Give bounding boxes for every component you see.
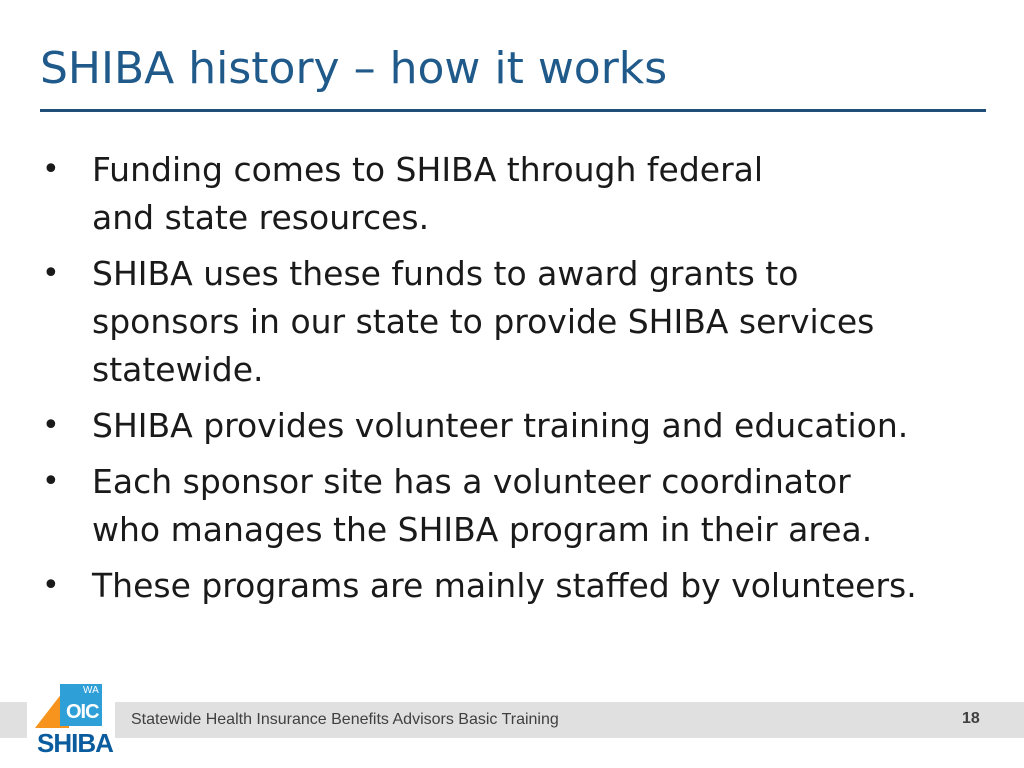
- bullet-dot-icon: •: [42, 568, 60, 603]
- bullet-line: SHIBA uses these funds to award grants to: [92, 254, 799, 293]
- bullet-dot-icon: •: [42, 256, 60, 291]
- slide-title: SHIBA history – how it works: [40, 43, 668, 94]
- bullet-text: [92, 250, 970, 394]
- footer-bar-left: [0, 702, 27, 738]
- bullet-item: [40, 146, 970, 242]
- bullet-line: statewide.: [92, 350, 264, 389]
- bullet-dot-icon: •: [42, 152, 60, 187]
- page-number: 18: [962, 710, 980, 727]
- wa-oic-shiba-logo: [35, 684, 113, 758]
- bullet-item: [40, 250, 970, 394]
- bullet-text: [92, 402, 970, 450]
- logo-agency-text: OIC: [66, 701, 99, 723]
- bullet-text: [92, 458, 970, 554]
- bullet-dot-icon: •: [42, 464, 60, 499]
- bullet-line: Funding comes to SHIBA through federal: [92, 150, 764, 189]
- title-underline: [40, 109, 986, 112]
- bullet-line: and state resources.: [92, 198, 430, 237]
- bullet-line: Each sponsor site has a volunteer coordinator: [92, 462, 851, 501]
- bullet-list: [40, 146, 970, 618]
- bullet-text: [92, 562, 970, 610]
- bullet-text: [92, 146, 970, 242]
- bullet-line: sponsors in our state to provide SHIBA services: [92, 302, 875, 341]
- footer-text: Statewide Health Insurance Benefits Advisors Basic Training: [131, 711, 559, 728]
- logo-state-text: WA: [83, 685, 99, 696]
- bullet-item: [40, 402, 970, 450]
- logo-program-text: SHIBA: [37, 728, 113, 758]
- bullet-item: [40, 562, 970, 610]
- bullet-line: These programs are mainly staffed by volunteers.: [92, 566, 917, 605]
- bullet-line: who manages the SHIBA program in their area.: [92, 510, 873, 549]
- bullet-item: [40, 458, 970, 554]
- bullet-dot-icon: •: [42, 408, 60, 443]
- bullet-line: SHIBA provides volunteer training and education.: [92, 406, 909, 445]
